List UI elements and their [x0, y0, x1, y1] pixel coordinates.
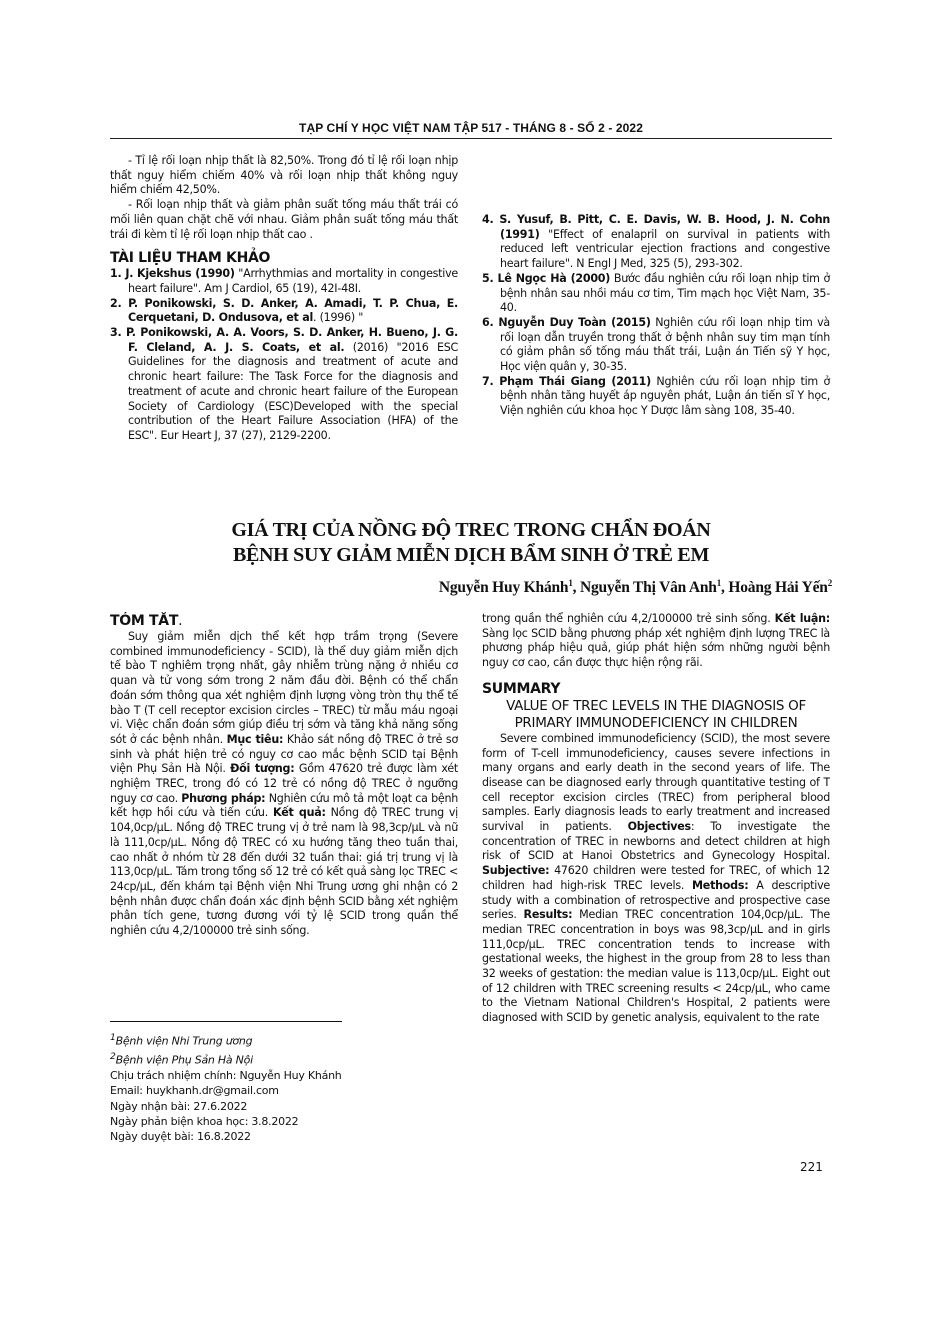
- abstract-heading: TÓM TẮT.: [110, 613, 183, 629]
- journal-header: TẠP CHÍ Y HỌC VIỆT NAM TẬP 517 - THÁNG 8 - SỐ 2 - 2022: [299, 121, 643, 135]
- affiliation-2: $^2$Bệnh viện Phụ Sản Hà Nội: [110, 1050, 253, 1067]
- conclusion-paragraph: - Tỉ lệ rối loạn nhịp thất là 82,50%. Trong đó tỉ lệ rối loạn nhịp thất nguy hiểm chiếm 40% và rối loạn nhịp thất không nguy hiểm chiếm 42,50%.: [110, 154, 458, 197]
- reference-continuation: [482, 154, 830, 213]
- abstract-right-column: [482, 612, 830, 1142]
- page-number: 221: [800, 1160, 823, 1174]
- prev-article-left-column: [110, 154, 458, 444]
- reference-item: 3. P. Ponikowski, A. A. Voors, S. D. Anker, H. Bueno, J. G. F. Cleland, A. J. S. Coats, et al. (2016) "2016 ESC Guidelines for the diagnosis and treatment of acute and chronic heart failure: The Task Force for the diagnosis and treatment of acute and chronic heart failure of the European Society of Cardiology (ESC)Developed with the special contribution of the Heart Failure Association (HFA) of the ESC". Eur Heart J, 37 (27), 2129-2200.: [110, 326, 458, 442]
- conclusion-paragraph: - Rối loạn nhịp thất và giảm phân suất tống máu thất trái có mối liên quan chặt chẽ với nhau. Giảm phân suất tống máu thất trái đi kèm tỉ lệ rối loạn nhịp thất cao .: [110, 198, 458, 241]
- reference-item: 2. P. Ponikowski, S. D. Anker, A. Amadi, T. P. Chua, E. Cerquetani, D. Ondusova, et al. (1996) ": [110, 296, 458, 325]
- affiliation-marker: 1: [568, 578, 573, 588]
- author-name: Hoàng Hải Yến: [728, 579, 828, 597]
- summary-title: VALUE OF TREC LEVELS IN THE DIAGNOSIS OF PRIMARY IMMUNODEFICIENCY IN CHILDREN: [506, 697, 806, 731]
- affiliation-marker: 2: [827, 578, 832, 588]
- reference-item: 7. Phạm Thái Giang (2011) Nghiên cứu rối loạn nhịp tim ở bệnh nhân tăng huyết áp nguyên phát, Luận án tiến sĩ Y học, Viện nghiên cứu khoa học Y Dược lâm sàng 108, 35-40.: [482, 374, 830, 418]
- abstract-vi: [110, 612, 458, 1010]
- email: Email: huykhanh.dr@gmail.com: [110, 1084, 279, 1098]
- footnotes: [110, 1030, 470, 1144]
- footnote-divider: [110, 1021, 342, 1022]
- affiliation-1: $^1$Bệnh viện Nhi Trung ương: [110, 1032, 253, 1048]
- summary-body: Severe combined immunodeficiency (SCID), the most severe form of T-cell immunodeficiency, causes severe infections in many organs and early death in the second years of life. The disease can be diagnosed early through quantitative testing of T cell receptor excision circles (TREC) from peripheral blood samples. Early diagnosis leads to early treatment and increased survival in patients. Objectives: To investigate the concentration of TREC in newborns and detect children at high risk of SCID at Hanoi Obstetrics and Gynecology Hospital. Subjective: 47620 children were tested for TREC, of which 12 children had high-risk TREC levels. Methods: A descriptive study with a combination of retrospective and prospective case series. Results: Median TREC concentration 104,0cp/µL. The median TREC concentration in boys was 98,3cp/µL and in girls 111,0cp/µL. TREC concentration tends to increase with gestational weeks, the highest in the group from 28 to less than 32 weeks of gestation: the median value is 113,0cp/µL. Eight out of 12 children with TREC screening results < 24cp/µL, who came to the Vietnam National Children's Hospital, 2 patients were diagnosed with SCID by genetic analysis, equivalent to the rate: [482, 731, 830, 1025]
- date-received: Ngày nhận bài: 27.6.2022: [110, 1099, 248, 1113]
- date-accepted: Ngày duyệt bài: 16.8.2022: [110, 1130, 251, 1144]
- abstract-body: Suy giảm miễn dịch thể kết hợp trầm trọng (Severe combined immunodeficiency - SCID), là thể duy giảm miễn dịch tế bào T nghiêm trọng nhất, gây nhiễm trùng nặng ở nhiều cơ quan và tử vong sớm trong 2 năm đầu đời. Bệnh có thể chẩn đoán sớm thông qua xét nghiệm định lượng vòng tròn thụ thể tế bào T (T cell receptor excision circles – TREC) từ mẫu máu ngoại vi. Việc chẩn đoán sớm giúp điều trị sớm và tăng khả năng sống sót ở các bệnh nhân. Mục tiêu: Khảo sát nồng độ TREC ở trẻ sơ sinh và phát hiện trẻ có nguy cơ cao mắc bệnh SCID tại Bệnh viện Phụ Sản Hà Nội. Đối tượng: Gồm 47620 trẻ được làm xét nghiệm TREC, trong đó có 12 trẻ có nồng độ TREC ở ngưỡng nguy cơ cao. Phương pháp: Nghiên cứu mô tả một loạt ca bệnh kết hợp hồi cứu và tiến cứu. Kết quả: Nồng độ TREC trung vị 104,0cp/µL. Nồng độ TREC trung vị ở trẻ nam là 98,3cp/µL và nữ là 111,0cp/µL. Nồng độ TREC có xu hướng tăng theo tuần thai, cao nhất ở nhóm từ 28 đến dưới 32 tuần thai: giá trị trung vị là 113,0cp/µL. Tám trong tổng số 12 trẻ có kết quả sàng lọc TREC < 24cp/µL, đến khám tại Bệnh viện Nhi Trung ương ghi nhận có 2 bệnh nhân được chẩn đoán xác định bệnh SCID bằng xét nghiệm phân tích gene, tương đương với tỷ lệ SCID trong quần thể nghiên cứu 4,2/100000 trẻ sinh sống.: [110, 630, 458, 938]
- article-title-line: GIÁ TRỊ CỦA NỒNG ĐỘ TREC TRONG CHẨN ĐOÁN: [231, 519, 711, 541]
- author-name: Nguyễn Thị Vân Anh: [580, 579, 717, 597]
- reference-item: 6. Nguyễn Duy Toàn (2015) Nghiên cứu rối loạn nhịp tim và rối loạn dẫn truyền trong thất ở bệnh nhân suy tim mạn tính có giảm phân số tống máu thất trái, Luận án Tiến sỹ Y học, Học viện quân y, 30-35.: [482, 315, 830, 374]
- corresponding-author: Chịu trách nhiệm chính: Nguyễn Huy Khánh: [110, 1068, 342, 1082]
- date-reviewed: Ngày phản biện khoa học: 3.8.2022: [110, 1114, 299, 1128]
- article-title: [110, 518, 832, 568]
- reference-item: 4. S. Yusuf, B. Pitt, C. E. Davis, W. B. Hood, J. N. Cohn (1991) "Effect of enalapril on survival in patients with reduced left ventricular ejection fractions and congestive heart failure". N Engl J Med, 325 (5), 293-302.: [482, 213, 830, 271]
- summary-heading: SUMMARY: [482, 680, 561, 697]
- affiliation-marker: 1: [716, 578, 722, 588]
- abstract-continuation: trong quần thể nghiên cứu 4,2/100000 trẻ sinh sống. Kết luận: Sàng lọc SCID bằng phương pháp xét nghiệm định lượng TREC là phương pháp hiệu quả, giúp phát hiện sớm những người bệnh nguy cơ cao, cần được thực hiện rộng rãi.: [482, 612, 830, 670]
- article-title-line: BỆNH SUY GIẢM MIỄN DỊCH BẨM SINH Ở TRẺ EM: [232, 544, 710, 566]
- author-list: Nguyễn Huy Khánh$^1$, Nguyễn Thị Vân Anh$^1$, Hoàng Hải Yến$^2$: [438, 578, 832, 597]
- prev-article-right-column: [482, 154, 830, 419]
- author-name: Nguyễn Huy Khánh: [438, 579, 569, 597]
- references-heading: TÀI LIỆU THAM KHẢO: [110, 250, 271, 267]
- reference-item: 1. J. Kjekshus (1990) "Arrhythmias and mortality in congestive heart failure". Am J Cardiol, 65 (19), 42I-48I.: [110, 267, 458, 295]
- reference-item: 5. Lê Ngọc Hà (2000) Bước đầu nghiên cứu rối loạn nhịp tim ở bệnh nhân sau nhồi máu cơ tim, Tim mạch học Việt Nam, 35-40.: [482, 271, 831, 315]
- header-divider: [110, 138, 832, 139]
